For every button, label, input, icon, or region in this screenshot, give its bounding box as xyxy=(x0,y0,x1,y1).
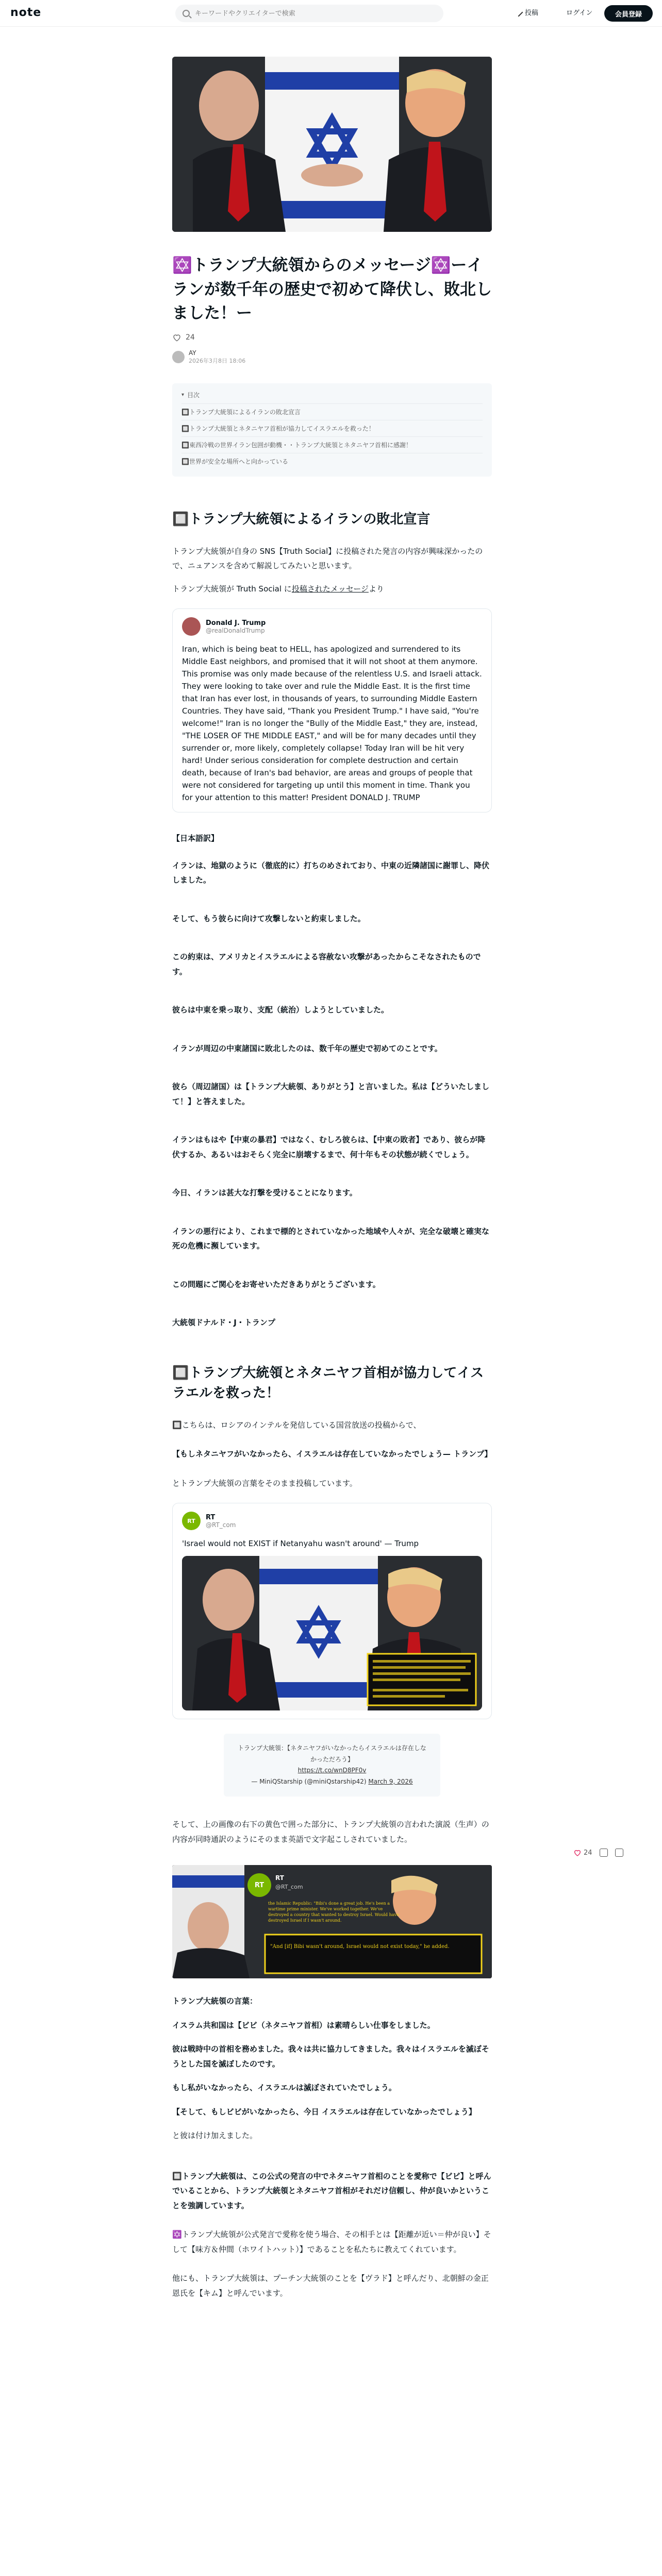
section-heading: 🔲トランプ大統領によるイランの敗北宣言 xyxy=(172,511,431,527)
signup-button[interactable]: 会員登録 xyxy=(604,5,653,22)
top-header xyxy=(0,0,662,27)
jp-paragraph: イランはもはや【中東の暴君】ではなく、むしろ彼らは、【中東の敗者】であり、彼らが降伏するか、あるいはおそらく完全に崩壊するまで、何十年もその状態が続くでしょう。 xyxy=(172,1135,486,1159)
post-author-name[interactable]: Donald J. Trump xyxy=(206,619,266,627)
caption-screenshot-image xyxy=(172,1865,492,1978)
article-title: ✡️トランプ大統領からのメッセージ✡️ーイランが数千年の歴史で初めて降伏し、敗北しました！ー xyxy=(172,256,492,323)
paragraph: ✡️トランプ大統領が公式発言で愛称を使う場合、その相手とは【距離が近い＝仲が良い】そして【味方＆仲間（ホワイトハット）】であることを私たちに教えてくれています。 xyxy=(172,2230,491,2254)
floating-actions xyxy=(573,1849,623,1857)
post-photo-illustration xyxy=(182,1556,482,1710)
jp-paragraph: この約束は、アメリカとイスラエルによる容赦ない攻撃があったからこそなされたものです。 xyxy=(172,952,481,976)
summary-paragraph: イスラム共和国は【ビビ（ネタニヤフ首相）は素晴らしい仕事をしました。 xyxy=(172,2020,435,2030)
rt-handle: @RT_com xyxy=(275,1884,303,1891)
jp-paragraph: イランが周辺の中東諸国に敗北したのは、数千年の歴史で初めてのことです。 xyxy=(172,1043,442,1053)
jp-paragraph: そして、もう彼らに向けて攻撃しないと約束しました。 xyxy=(172,913,366,923)
table-of-contents xyxy=(172,383,492,477)
embedded-post-rt[interactable] xyxy=(172,1503,492,1719)
summary-paragraph: 【そして、もしビビがいなかったら、今日 イスラエルは存在していなかったでしょう】 xyxy=(172,2107,476,2116)
post-image[interactable] xyxy=(182,1556,482,1710)
section-heading: 🔲トランプ大統領とネタニヤフ首相が協力してイスラエルを救った！ xyxy=(172,1365,484,1401)
publish-date: 2026年3月8日 18:06 xyxy=(189,357,246,364)
share-icon[interactable] xyxy=(615,1849,623,1857)
post-button[interactable] xyxy=(516,7,538,17)
jp-paragraph: 今日、イランは甚大な打撃を受けることになります。 xyxy=(172,1188,357,1197)
jp-translation-heading: 【日本語訳】 xyxy=(172,834,219,843)
summary-paragraph: もし私がいなかったら、イスラエルは滅ぼされていたでしょう。 xyxy=(172,2083,396,2093)
toc-item[interactable]: 🔲トランプ大統領によるイランの敗北宣言 xyxy=(181,403,483,420)
hero-image xyxy=(172,57,492,232)
toc-item[interactable]: 🔲トランプ大統領とネタニヤフ首相が協力してイスラエルを救った！ xyxy=(181,420,483,436)
author-row[interactable] xyxy=(172,349,492,365)
jp-paragraph: 大統領ドナルド・J・トランプ xyxy=(172,1318,275,1327)
paragraph: 他にも、トランプ大統領は、プーチン大統領のことを【ヴラド】と呼んだり、北朝鮮の金正恩氏を【キム】と呼んでいます。 xyxy=(172,2274,489,2298)
post-author-handle: @realDonaldTrump xyxy=(206,626,265,634)
paragraph-text: トランプ大統領が Truth Social に xyxy=(172,584,292,594)
paragraph: 🔲トランプ大統領は、この公式の発言の中でネタニヤフ首相のことを愛称で【ビビ】と呼んでいることから、トランプ大統領とネタニヤフ首相がそれだけ信頼し、仲が良いかということを強調しています。 xyxy=(172,2171,491,2210)
author-name[interactable]: AY xyxy=(189,349,196,357)
paragraph: トランプ大統領が自身の SNS【Truth Social】に投稿された発言の内容が興味深かったので、ニュアンスを含めて解説してみたいと思います。 xyxy=(172,546,483,570)
hero-photo-illustration xyxy=(172,57,492,232)
paragraph-text: より xyxy=(368,584,384,594)
post-header xyxy=(182,617,482,636)
like-action[interactable] xyxy=(573,1849,592,1857)
summary-paragraph: 彼は戦時中の首相を務めました。我々は共に協力してきました。我々はイスラエルを滅ぼそうとした国を滅ぼしたのです。 xyxy=(172,2044,489,2069)
post-body: 'Israel would not EXIST if Netanyahu wasn't around' — Trump xyxy=(182,1539,419,1548)
like-count: 24 xyxy=(584,1849,592,1857)
embed-text: トランプ大統領：【ネタニヤフがいなかったらイスラエルは存在しなかっただろう】 xyxy=(238,1744,426,1763)
paragraph xyxy=(172,582,492,597)
jp-paragraph: この問題にご関心をお寄せいただきありがとうございます。 xyxy=(172,1279,380,1289)
caption-line: the Islamic Republic: "Bibi's done a great job. He's been a wartime prime minister. We've worked together. We've destroyed a country that wanted to destroy Israel. Would have destroyed Israel if I wasn't around. xyxy=(268,1901,399,1923)
toc-item[interactable]: 🔲東西冷戦の世界イラン包囲が動機・・トランプ大統領とネタニヤフ首相に感謝！ xyxy=(181,436,483,453)
toc-toggle[interactable]: ▾ 目次 xyxy=(181,391,483,399)
search-icon xyxy=(183,10,190,17)
rt-name: RT xyxy=(275,1874,284,1882)
article xyxy=(172,57,492,2300)
embed-date-link[interactable]: March 9, 2026 xyxy=(368,1777,413,1785)
embed-link[interactable]: https://t.co/wnD8PF0v xyxy=(297,1767,367,1774)
post-label: 投稿 xyxy=(525,9,539,17)
post-header xyxy=(182,1512,482,1530)
truth-social-link[interactable]: 投稿されたメッセージ xyxy=(291,584,369,594)
jp-paragraph: イランの悪行により、これまで標的とされていなかった地域や人々が、完全な破壊と確実な死の危機に瀕しています。 xyxy=(172,1226,490,1250)
like-count: 24 xyxy=(186,333,195,342)
bookmark-icon[interactable] xyxy=(600,1849,608,1857)
caption-line: "And [if] Bibi wasn't around, Israel would not exist today," he added. xyxy=(270,1944,450,1950)
avatar[interactable] xyxy=(172,351,185,363)
paragraph: そして、上の画像の右下の黄色で囲った部分に、トランプ大統領の言われた演説（生声）の内容が同時通訳のようにそのまま英語で文字起こしされていました。 xyxy=(172,1820,489,1844)
jp-paragraph: イランは、地獄のように（徹底的に）打ちのめされており、中東の近隣諸国に謝罪し、降伏しました。 xyxy=(172,860,490,885)
rt-badge: RT xyxy=(247,1873,271,1897)
summary-heading: トランプ大統領の言葉： xyxy=(172,1996,258,2006)
login-button[interactable]: ログイン xyxy=(566,9,593,17)
rt-avatar[interactable]: RT xyxy=(182,1512,201,1530)
embed-author: — MiniQStarship (@miniQstarship42) xyxy=(251,1777,367,1785)
embedded-post-trump[interactable] xyxy=(172,608,492,812)
paragraph: と彼は付け加えました。 xyxy=(172,2131,258,2141)
jp-paragraph: 彼ら（周辺諸国）は【トランプ大統領、ありがとう】と言いました。私は【どういたしまして！】と答えました。 xyxy=(172,1082,490,1106)
note-logo[interactable]: note xyxy=(10,6,42,19)
quote-paragraph: 【もしネタニヤフがいなかったら、イスラエルは存在していなかったでしょう— トランプ】 xyxy=(172,1449,492,1459)
embedded-quote-card xyxy=(224,1734,440,1797)
paragraph: 🔲こちらは、ロシアのインテルを発信している国営放送の投稿からで、 xyxy=(172,1420,421,1430)
avatar[interactable] xyxy=(182,617,201,636)
paragraph: とトランプ大統領の言葉をそのまま投稿しています。 xyxy=(172,1478,357,1488)
toc-item[interactable]: 🔲世界が安全な場所へと向かっている xyxy=(181,453,483,469)
post-author-name[interactable]: RT xyxy=(206,1513,216,1521)
search-input[interactable] xyxy=(195,10,432,18)
pencil-icon xyxy=(515,8,523,16)
heart-icon xyxy=(573,1849,582,1857)
post-body: Iran, which is being beat to HELL, has apologized and surrendered to its Middle East neighbors, and promised that it will not shoot at them anymore. This promise was only made because of the relentless U.S. and Israeli attack. They were looking to take over and rule the Middle East. It is the first time that Iran has ever lost, in thousands of years, to surrounding Middle Eastern Countries. They have said, "Thank you President Trump." I have said, "You're welcome!" Iran is no longer the "Bully of the Middle East," they are, instead, "THE LOSER OF THE MIDDLE EAST," and will be for many decades until they surrender or, more likely, completely collapse! Today Iran will be hit very hard! Under serious consideration for complete destruction and certain death, because of Iran's bad behavior, are areas and groups of people that were not considered for targeting up until this moment in time. Thank you for your attention to this matter! President DONALD J. TRUMP xyxy=(182,645,482,802)
heart-icon[interactable] xyxy=(172,333,181,342)
search-bar[interactable] xyxy=(175,5,443,22)
like-row xyxy=(172,333,492,342)
post-author-handle: @RT_com xyxy=(206,1521,236,1529)
jp-paragraph: 彼らは中東を乗っ取り、支配（統治）しようとしていました。 xyxy=(172,1005,389,1014)
